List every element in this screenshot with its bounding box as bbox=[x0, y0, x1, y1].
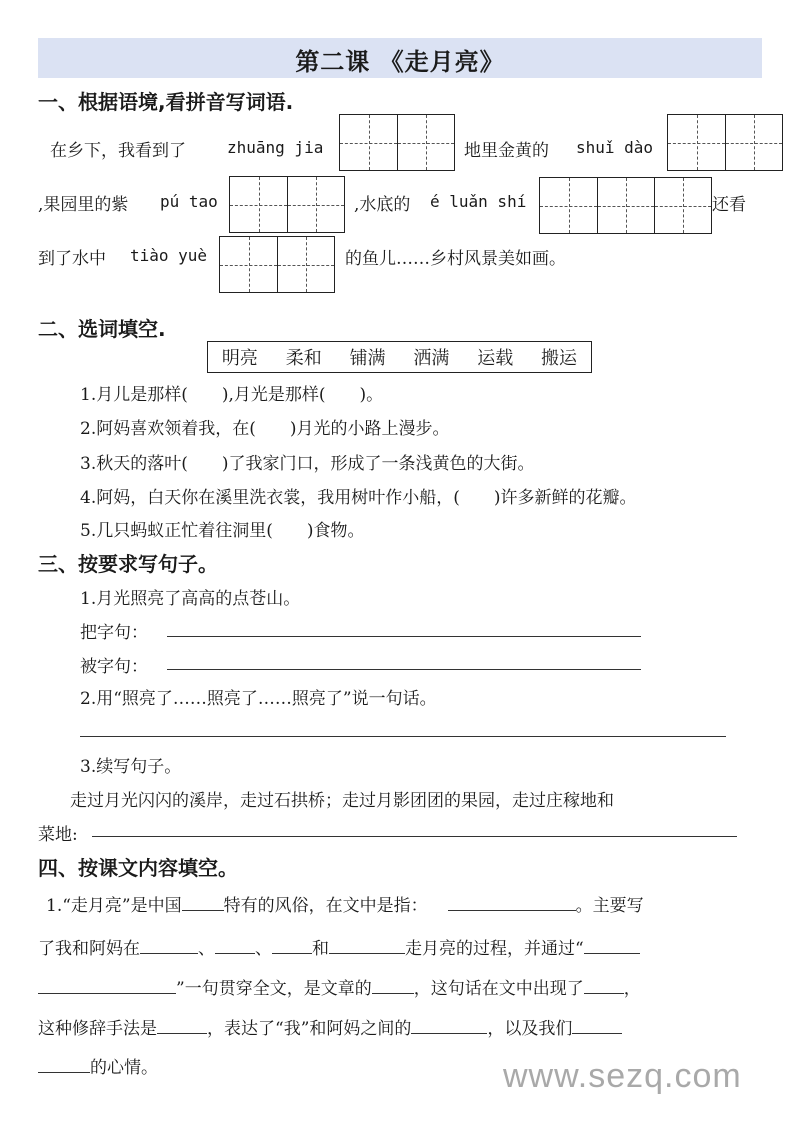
answer-grid-zhuangjia[interactable] bbox=[339, 114, 455, 171]
s1-line1-text-b: 地里金黄的 bbox=[464, 141, 549, 161]
s3-q3-text: 走过月光闪闪的溪岸，走过石拱桥；走过月影团团的果园，走过庄稼地和 bbox=[70, 791, 614, 811]
blank[interactable] bbox=[272, 935, 312, 954]
s4-text: 1.“走月亮”是中国 bbox=[46, 896, 182, 916]
s4-text: 了我和阿妈在 bbox=[38, 939, 140, 959]
word-bank-item: 搬运 bbox=[541, 348, 578, 369]
word-bank-item: 洒满 bbox=[413, 348, 450, 369]
blank[interactable] bbox=[329, 935, 405, 954]
blank[interactable] bbox=[140, 935, 198, 954]
s3-q2-answer-line[interactable] bbox=[80, 736, 726, 737]
blank[interactable] bbox=[38, 975, 176, 994]
s3-q3-answer-line[interactable] bbox=[92, 836, 737, 837]
s1-line2-text-c: 还看 bbox=[712, 195, 746, 215]
blank[interactable] bbox=[584, 975, 624, 994]
section1-heading: 一、根据语境,看拼音写词语. bbox=[38, 90, 294, 114]
s1-pinyin-eluanshi: é luǎn shí bbox=[430, 192, 527, 211]
s1-line1-text-a: 在乡下，我看到了 bbox=[50, 141, 186, 161]
s1-line3-text-b: 的鱼儿……乡村风景美如画。 bbox=[345, 249, 566, 269]
s4-text: ”一句贯穿全文，是文章的 bbox=[176, 979, 372, 999]
s3-q2: 2.用“照亮了……照亮了……照亮了”说一句话。 bbox=[80, 689, 437, 709]
fill-item-4[interactable]: 4.阿妈，白天你在溪里洗衣裳，我用树叶作小船，( )许多新鲜的花瓣。 bbox=[80, 488, 637, 508]
s4-line4 bbox=[38, 1014, 622, 1039]
answer-grid-eluanshi[interactable] bbox=[539, 177, 712, 234]
blank[interactable] bbox=[411, 1015, 487, 1034]
word-bank-item: 铺满 bbox=[349, 348, 386, 369]
s3-q3-tail: 菜地: bbox=[38, 825, 78, 845]
fill-item-1[interactable]: 1.月儿是那样( ),月光是那样( )。 bbox=[80, 385, 384, 405]
section3-heading: 三、按要求写句子。 bbox=[38, 552, 218, 576]
ba-sentence-label: 把字句： bbox=[80, 623, 148, 643]
word-bank-item: 运载 bbox=[477, 348, 514, 369]
s1-line3-text-a: 到了水中 bbox=[38, 249, 106, 269]
s4-text: 走月亮的过程，并通过“ bbox=[405, 939, 584, 959]
s4-line2 bbox=[38, 934, 640, 959]
blank[interactable] bbox=[448, 892, 576, 911]
word-bank-item: 柔和 bbox=[285, 348, 322, 369]
s4-text: 。主要写 bbox=[575, 896, 644, 916]
s4-text: 的心情。 bbox=[90, 1058, 158, 1078]
s4-line3 bbox=[38, 974, 641, 999]
blank[interactable] bbox=[584, 935, 640, 954]
s1-pinyin-putao: pú tao bbox=[160, 192, 218, 211]
s4-text: ， bbox=[623, 979, 641, 999]
s4-text: ，以及我们 bbox=[487, 1019, 573, 1039]
s1-pinyin-tiaoyue: tiào yuè bbox=[130, 246, 208, 265]
s4-text: ，表达了“我”和阿妈之间的 bbox=[207, 1019, 412, 1039]
answer-grid-putao[interactable] bbox=[229, 176, 345, 233]
fill-item-5[interactable]: 5.几只蚂蚁正忙着往洞里( )食物。 bbox=[80, 521, 365, 541]
s4-text: 、 bbox=[255, 939, 272, 959]
s1-pinyin-shuidao: shuǐ dào bbox=[576, 138, 654, 157]
s4-text: 和 bbox=[312, 939, 329, 959]
s4-line1 bbox=[46, 891, 644, 916]
blank[interactable] bbox=[215, 935, 255, 954]
word-bank-item: 明亮 bbox=[221, 348, 258, 369]
blank[interactable] bbox=[38, 1054, 90, 1073]
ba-sentence-answer-line[interactable] bbox=[167, 636, 641, 637]
word-bank bbox=[207, 341, 592, 373]
section2-heading: 二、选词填空. bbox=[38, 317, 166, 341]
s1-line2-text-b: ,水底的 bbox=[354, 195, 411, 215]
fill-item-3[interactable]: 3.秋天的落叶( )了我家门口，形成了一条浅黄色的大街。 bbox=[80, 454, 535, 474]
s4-text: 这种修辞手法是 bbox=[38, 1019, 157, 1039]
blank[interactable] bbox=[572, 1015, 622, 1034]
watermark: www.sezq.com bbox=[503, 1057, 742, 1095]
s1-line2-text-a: ,果园里的紫 bbox=[38, 195, 129, 215]
page-title: 第二课 《走月亮》 bbox=[295, 48, 505, 76]
s4-line5 bbox=[38, 1053, 158, 1078]
s4-text: 特有的风俗，在文中是指： bbox=[223, 896, 428, 916]
bei-sentence-answer-line[interactable] bbox=[167, 669, 641, 670]
s3-q3: 3.续写句子。 bbox=[80, 757, 182, 777]
fill-item-2[interactable]: 2.阿妈喜欢领着我，在( )月光的小路上漫步。 bbox=[80, 419, 450, 439]
s1-pinyin-zhuangjia: zhuāng jia bbox=[227, 138, 324, 157]
blank[interactable] bbox=[157, 1015, 207, 1034]
s4-text: ，这句话在文中出现了 bbox=[413, 979, 584, 999]
blank[interactable] bbox=[372, 975, 414, 994]
s3-q1: 1.月光照亮了高高的点苍山。 bbox=[80, 589, 301, 609]
answer-grid-tiaoyue[interactable] bbox=[219, 236, 335, 293]
s4-text: 、 bbox=[198, 939, 215, 959]
bei-sentence-label: 被字句： bbox=[80, 657, 148, 677]
section4-heading: 四、按课文内容填空。 bbox=[38, 856, 238, 880]
answer-grid-shuidao[interactable] bbox=[667, 114, 783, 171]
blank[interactable] bbox=[182, 892, 224, 911]
